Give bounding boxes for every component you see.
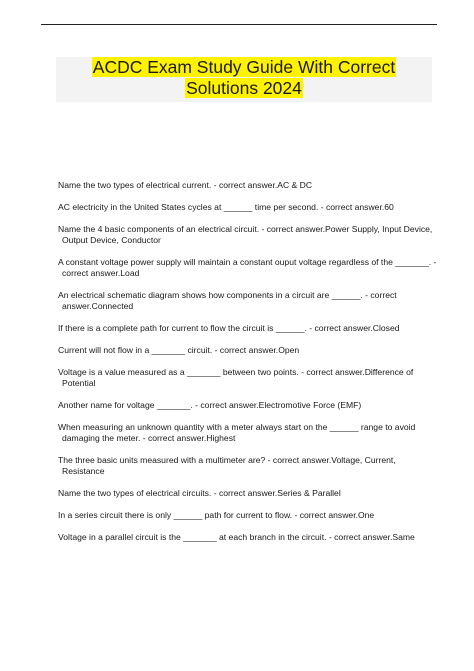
qa-item: When measuring an unknown quantity with a meter always start on the ______ range to avoid damaging the meter. - correct answer.Highest xyxy=(58,422,416,443)
qa-item: If there is a complete path for current to flow the circuit is ______. - correct answer.Closed xyxy=(58,323,400,333)
qa-item: The three basic units measured with a multimeter are? - correct answer.Voltage, Current, Resistance xyxy=(58,455,396,476)
qa-list xyxy=(58,180,438,554)
qa-item: Current will not flow in a _______ circuit. - correct answer.Open xyxy=(58,345,300,355)
top-rule xyxy=(41,24,437,25)
title-band xyxy=(56,57,432,102)
qa-item: In a series circuit there is only ______ path for current to flow. - correct answer.One xyxy=(58,510,375,520)
qa-item: Name the two types of electrical current. - correct answer.AC & DC xyxy=(58,180,313,190)
qa-item: Voltage is a value measured as a _______ between two points. - correct answer.Difference of Potential xyxy=(58,367,414,388)
qa-item: Name the two types of electrical circuits. - correct answer.Series & Parallel xyxy=(58,488,341,498)
qa-item: A constant voltage power supply will maintain a constant ouput voltage regardless of the _______. - correct answer.Load xyxy=(58,257,437,278)
qa-item: Another name for voltage _______. - correct answer.Electromotive Force (EMF) xyxy=(58,400,362,410)
qa-item: Name the 4 basic components of an electrical circuit. - correct answer.Power Supply, Input Device, Output Device, Conductor xyxy=(58,224,433,245)
qa-item: Voltage in a parallel circuit is the _______ at each branch in the circuit. - correct answer.Same xyxy=(58,532,415,542)
qa-item: An electrical schematic diagram shows how components in a circuit are ______. - correct answer.Connected xyxy=(58,290,397,311)
page-title: ACDC Exam Study Guide With Correct Solutions 2024 xyxy=(92,57,396,98)
qa-item: AC electricity in the United States cycles at ______ time per second. - correct answer.60 xyxy=(58,202,394,212)
